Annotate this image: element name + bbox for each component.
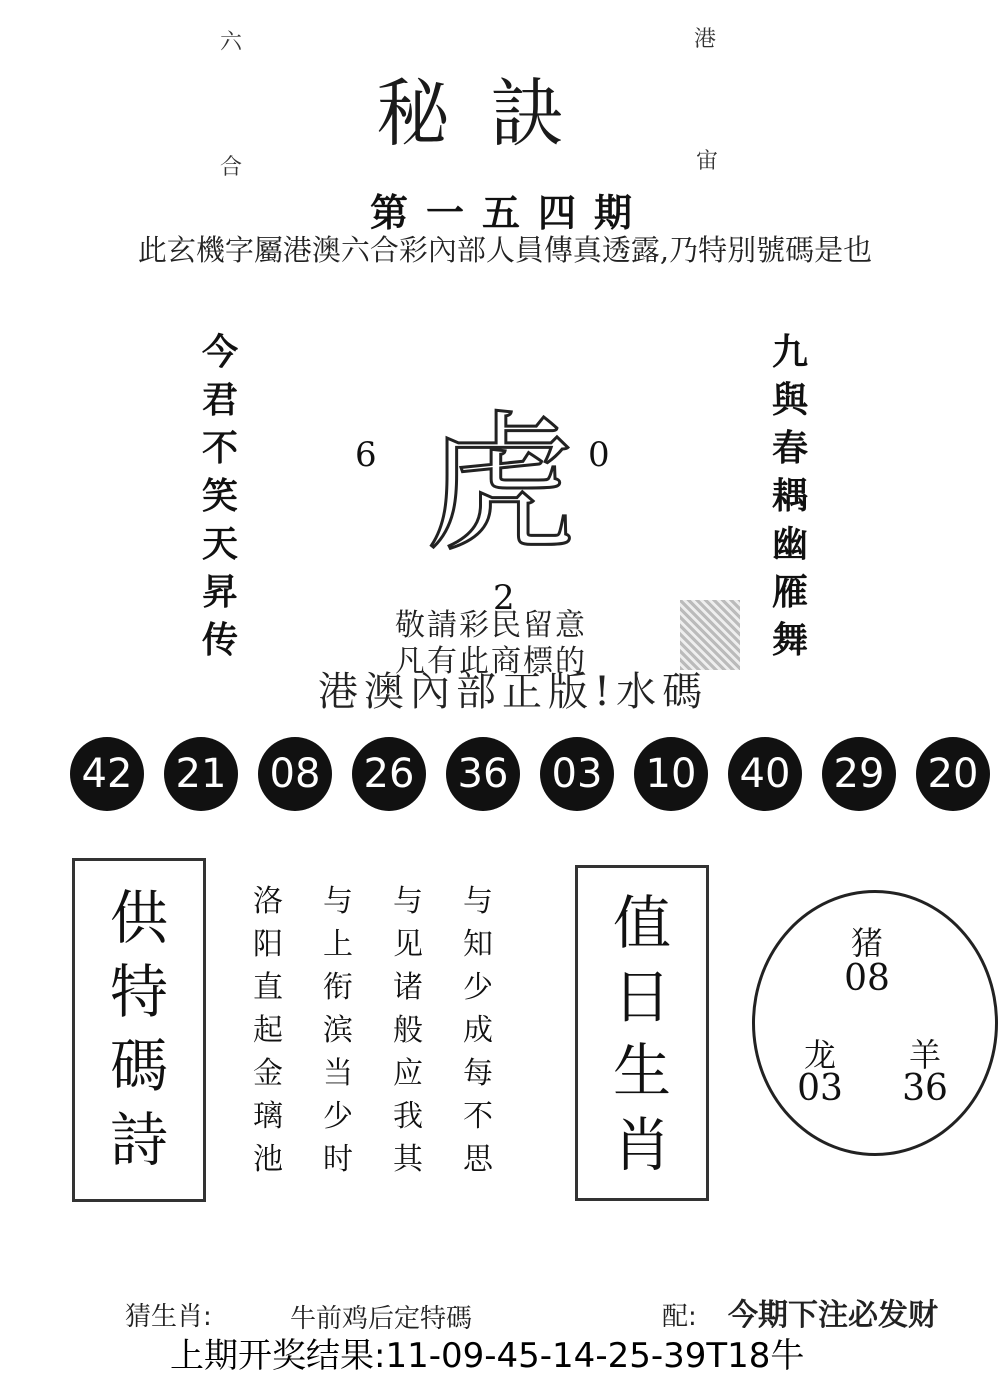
number-ball: 03 xyxy=(540,737,614,811)
number-ball: 36 xyxy=(446,737,520,811)
number-ball: 10 xyxy=(634,737,708,811)
poem-column: 洛 阳 直 起 金 璃 池 xyxy=(253,884,283,1177)
number-balls xyxy=(70,737,990,809)
right-poem-char: 幽 xyxy=(771,523,808,565)
zodiac-right-value: 36 xyxy=(902,1068,948,1109)
center-bottom-number: 2 xyxy=(493,578,515,618)
right-poem-char: 舞 xyxy=(771,619,808,661)
left-poem-char: 昇 xyxy=(201,571,238,613)
number-ball: 29 xyxy=(822,737,896,811)
left-poem-char: 笑 xyxy=(201,475,238,517)
number-ball: 42 xyxy=(70,737,144,811)
zodiac-left-value: 03 xyxy=(797,1068,843,1109)
pair-label: 配: xyxy=(662,1302,697,1332)
corner-top-left: 六 xyxy=(220,30,243,55)
zodiac-right-label: 羊 xyxy=(908,1036,941,1074)
tiger-character: 虎 xyxy=(424,398,575,572)
pair-value: 今期下注必发财 xyxy=(728,1298,938,1333)
page-title: 秘訣 xyxy=(376,71,604,157)
right-vertical-poem xyxy=(760,328,820,664)
notice-banner: 港澳內部正版!水碼 xyxy=(318,669,709,715)
corner-bottom-right: 宙 xyxy=(696,149,719,174)
zodiac-left-label: 龙 xyxy=(803,1036,836,1074)
notice-line-1: 敬請彩民留意 xyxy=(395,608,587,643)
poem-columns xyxy=(250,880,496,1181)
poem-column: 与 知 少 成 每 不 思 xyxy=(463,884,493,1177)
poem-column: 与 上 衔 滨 当 少 时 xyxy=(323,884,353,1177)
right-poem-char: 雁 xyxy=(771,571,808,613)
number-ball: 20 xyxy=(916,737,990,811)
poem-column: 与 见 诸 般 应 我 其 xyxy=(393,884,423,1177)
guess-zodiac-value: 牛前鸡后定特碼 xyxy=(290,1304,473,1334)
notice-line-2: 凡有此商標的 xyxy=(395,644,587,679)
number-ball: 40 xyxy=(728,737,802,811)
last-draw-result: 上期开奖结果:11-09-45-14-25-39T18牛 xyxy=(170,1336,805,1376)
left-vertical-poem xyxy=(190,328,250,664)
left-poem-char: 今 xyxy=(201,331,238,373)
right-poem-char: 九 xyxy=(771,331,808,373)
guess-zodiac-label: 猜生肖: xyxy=(125,1302,212,1332)
right-poem-char: 與 xyxy=(771,379,808,421)
corner-top-right: 港 xyxy=(694,27,717,52)
number-ball: 08 xyxy=(258,737,332,811)
special-code-poem-label: 供 特 碼 詩 xyxy=(109,884,168,1174)
right-poem-char: 春 xyxy=(771,427,808,469)
center-left-number: 6 xyxy=(355,435,377,475)
daily-zodiac-box xyxy=(575,865,709,1201)
left-poem-char: 传 xyxy=(201,619,238,661)
left-poem-char: 天 xyxy=(201,523,238,565)
description: 此玄機字屬港澳六合彩內部人員傳真透露,乃特別號碼是也 xyxy=(137,233,873,267)
center-right-number: 0 xyxy=(588,435,610,475)
zodiac-top-value: 08 xyxy=(844,958,890,999)
number-ball: 21 xyxy=(164,737,238,811)
number-ball: 26 xyxy=(352,737,426,811)
special-code-poem-box xyxy=(72,858,206,1202)
corner-bottom-left: 合 xyxy=(220,155,243,180)
left-poem-char: 不 xyxy=(201,427,238,469)
left-poem-char: 君 xyxy=(201,379,238,421)
zodiac-top-label: 猪 xyxy=(850,924,883,962)
right-poem-char: 耦 xyxy=(771,475,808,517)
issue-number: 第一五四期 xyxy=(369,190,650,235)
daily-zodiac-label: 值 日 生 肖 xyxy=(612,889,671,1179)
